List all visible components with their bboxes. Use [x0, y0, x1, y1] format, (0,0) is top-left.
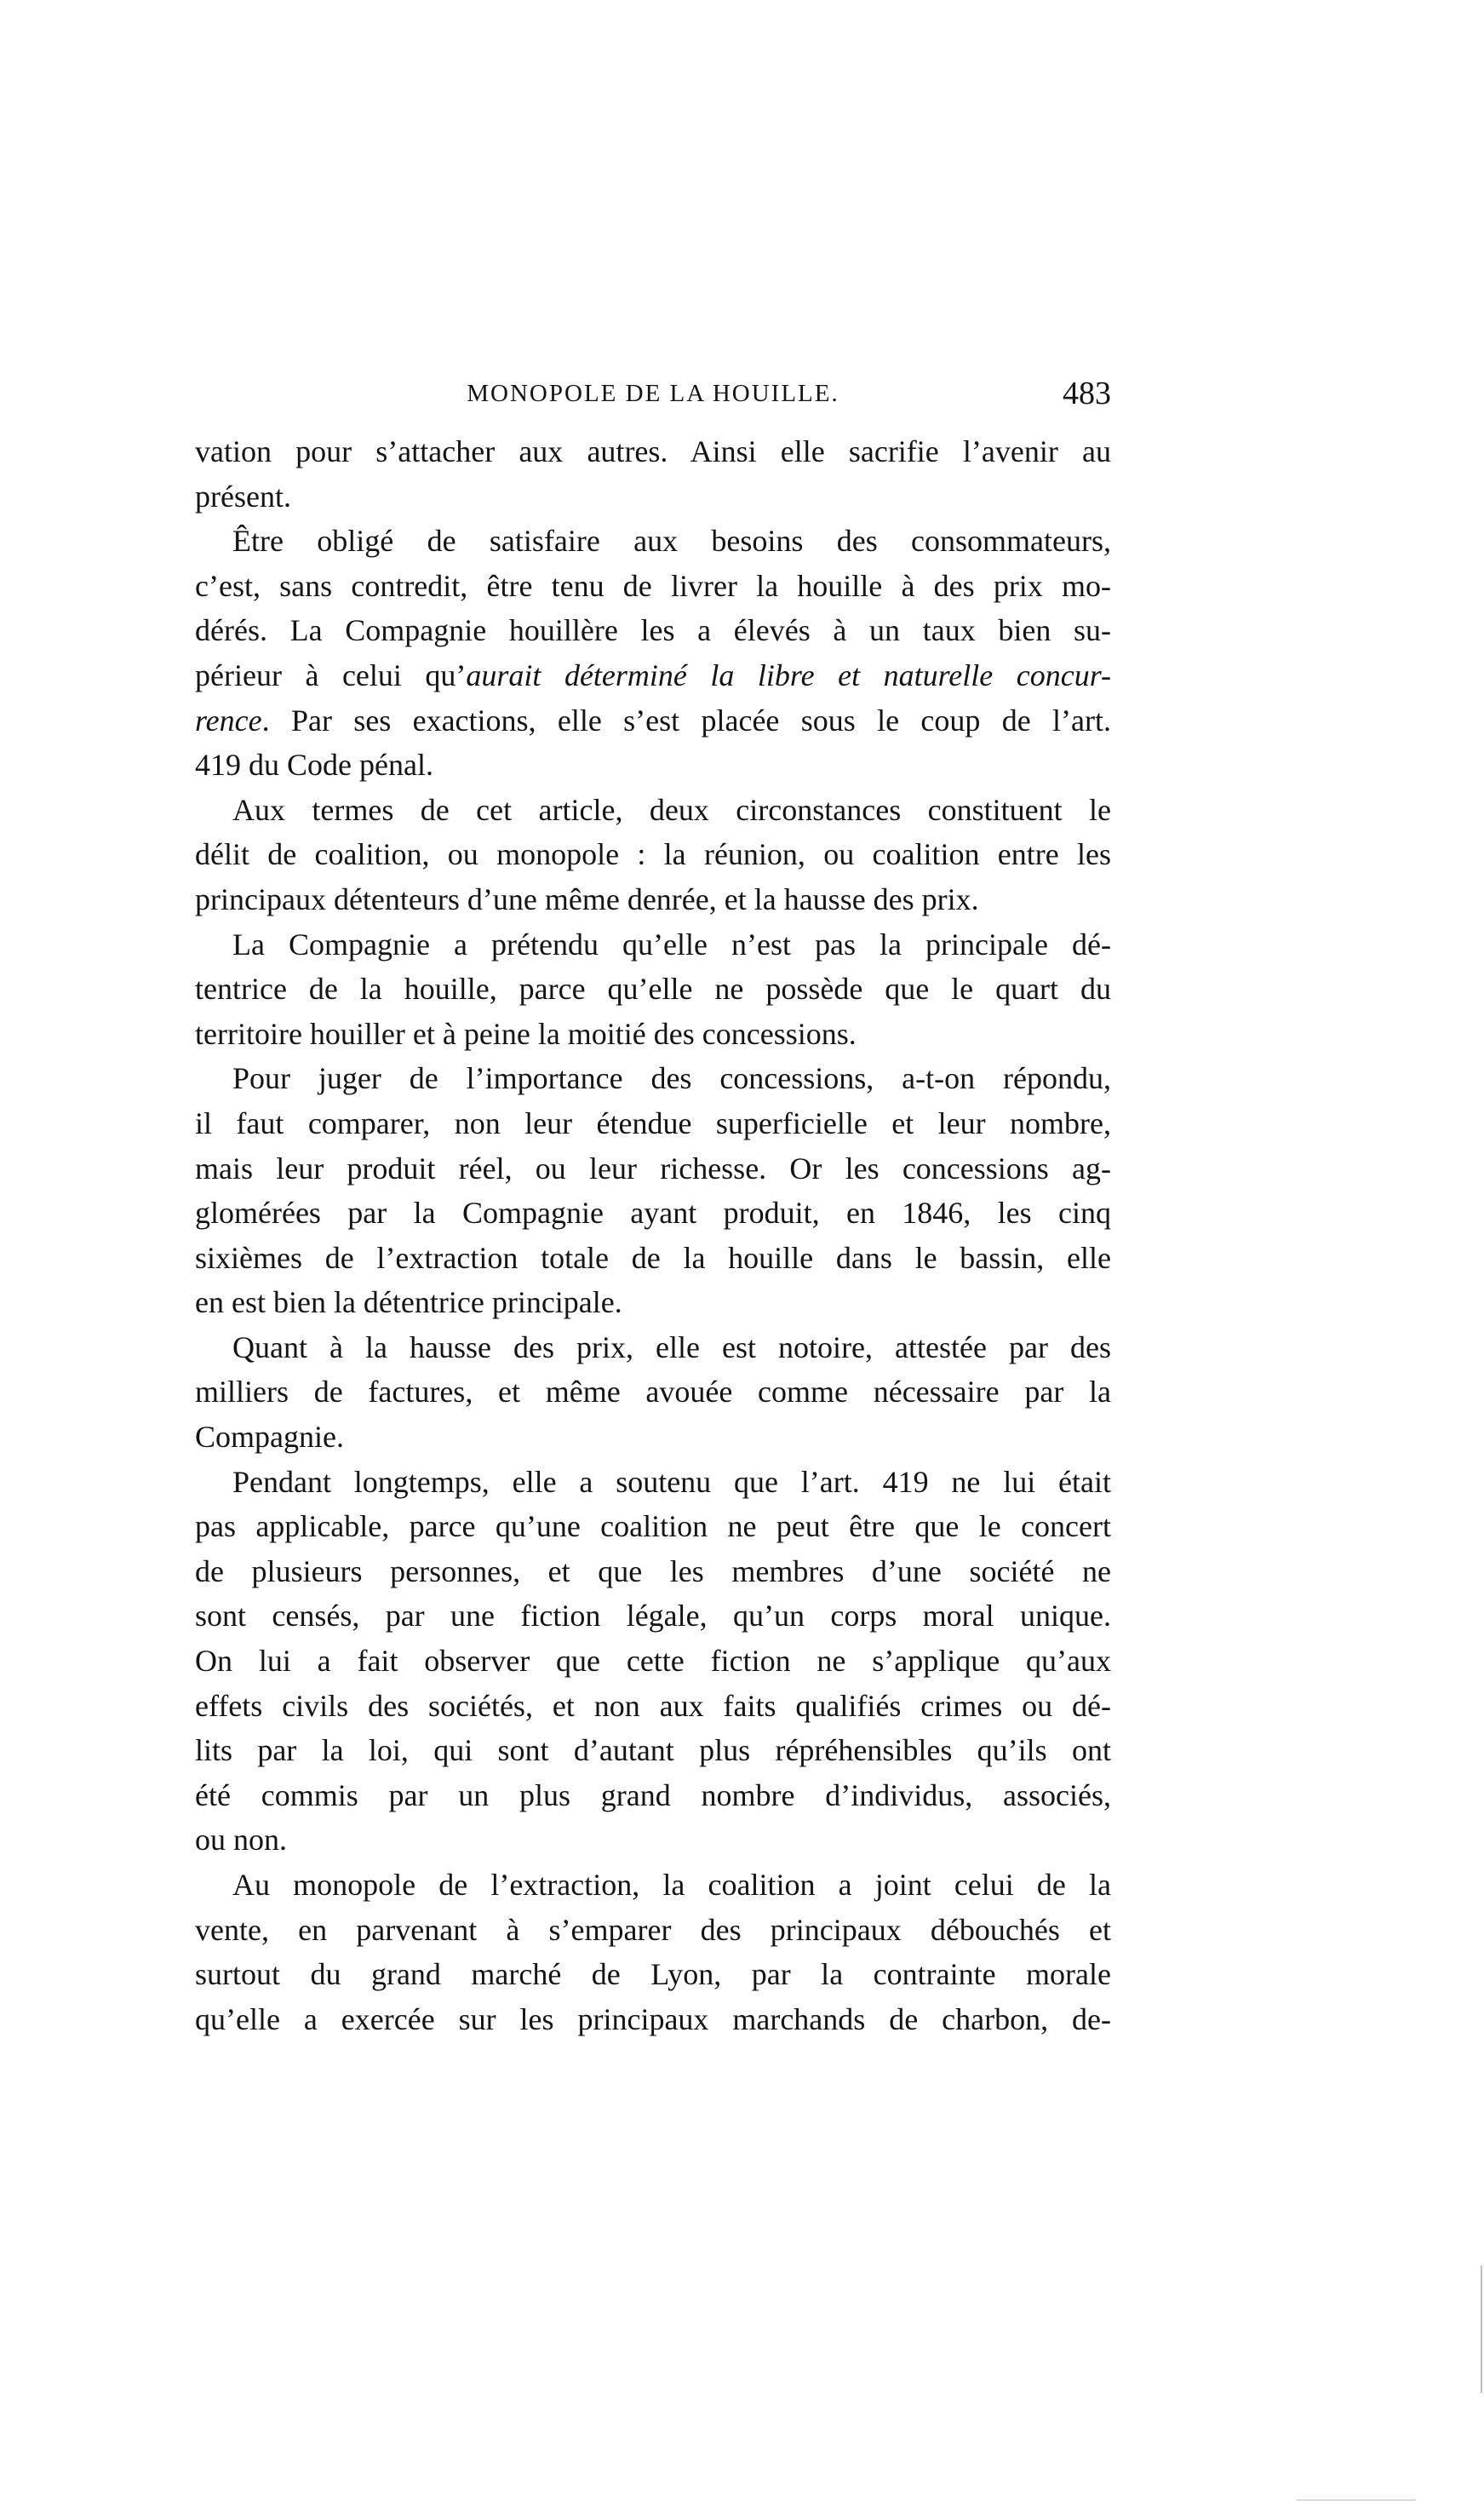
- text-line: [195, 1817, 1111, 1863]
- text-line: [195, 698, 1111, 744]
- paragraph: [195, 922, 1111, 1057]
- text-segment: sont censés, par une fiction légale, qu’un corps moral unique.: [195, 1599, 1111, 1633]
- text-segment: de plusieurs personnes, et que les membres d’une société ne: [195, 1553, 1111, 1588]
- text-segment: Pendant longtemps, elle a soutenu que l’art. 419 ne lui était: [232, 1464, 1111, 1499]
- text-segment: il faut comparer, non leur étendue superficielle et leur nombre,: [195, 1105, 1111, 1140]
- text-segment: glomérées par la Compagnie ayant produit, en 1846, les cinq: [195, 1196, 1111, 1231]
- text-segment: Au monopole de l’extraction, la coalition a joint celui de la: [232, 1868, 1111, 1902]
- page-number: 483: [1063, 376, 1111, 411]
- text-segment: Aux termes de cet article, deux circonstances constituent le: [232, 792, 1111, 827]
- text-line: [195, 1863, 1111, 1908]
- text-line: [195, 429, 1111, 474]
- body-text: [195, 429, 1111, 2041]
- text-line: [195, 1325, 1111, 1370]
- text-segment: qu’elle a exercée sur les principaux marchands de charbon, de-: [195, 2001, 1111, 2036]
- text-segment: . Par ses exactions, elle s’est placée sous le coup de l’art.: [261, 703, 1111, 738]
- text-segment: On lui a fait observer que cette fiction ne s’applique qu’aux: [195, 1644, 1111, 1679]
- text-segment: tentrice de la houille, parce qu’elle ne possède que le quart du: [195, 972, 1111, 1007]
- text-line: [195, 1549, 1111, 1594]
- paragraph: [195, 1325, 1111, 1460]
- text-line: [195, 1952, 1111, 1997]
- text-line: [195, 832, 1111, 877]
- italic-text: aurait déterminé la libre et naturelle concur-: [466, 657, 1111, 692]
- text-line: [195, 967, 1111, 1012]
- text-segment: surtout du grand marché de Lyon, par la contrainte morale: [195, 1957, 1111, 1992]
- text-segment: mais leur produit réel, ou leur richesse. Or les concessions ag-: [195, 1151, 1111, 1186]
- text-segment: milliers de factures, et même avouée comme nécessaire par la: [195, 1375, 1111, 1410]
- text-segment: principaux détenteurs d’une même denrée, et la hausse des prix.: [195, 881, 979, 916]
- text-line: [195, 1460, 1111, 1505]
- text-segment: dérés. La Compagnie houillère les a élevés à un taux bien su-: [195, 613, 1111, 648]
- text-line: [195, 1191, 1111, 1236]
- text-segment: sixièmes de l’extraction totale de la houille dans le bassin, elle: [195, 1240, 1111, 1275]
- text-segment: c’est, sans contredit, être tenu de livrer la houille à des prix mo-: [195, 568, 1111, 603]
- paragraph: [195, 519, 1111, 788]
- text-line: [195, 1728, 1111, 1773]
- running-title: MONOPOLE DE LA HOUILLE.: [467, 380, 839, 407]
- text-segment: pas applicable, parce qu’une coalition ne peut être que le concert: [195, 1509, 1111, 1544]
- scan-edge-mark: [1481, 2265, 1482, 2393]
- paragraph: [195, 1056, 1111, 1325]
- text-line: [195, 1101, 1111, 1146]
- running-head: [195, 375, 1111, 412]
- paragraph: [195, 1460, 1111, 1863]
- text-segment: lits par la loi, qui sont d’autant plus répréhensibles qu’ils ont: [195, 1733, 1111, 1768]
- text-line: [195, 1369, 1111, 1415]
- text-segment: vente, en parvenant à s’emparer des principaux débouchés et: [195, 1912, 1111, 1947]
- text-segment: territoire houiller et à peine la moitié des concessions.: [195, 1016, 857, 1051]
- text-segment: 419 du Code pénal.: [195, 748, 433, 783]
- text-segment: présent.: [195, 479, 291, 514]
- text-line: [195, 519, 1111, 564]
- text-line: [195, 1773, 1111, 1818]
- text-line: [195, 922, 1111, 967]
- text-line: [195, 1415, 1111, 1460]
- text-line: [195, 1012, 1111, 1057]
- text-segment: vation pour s’attacher aux autres. Ainsi elle sacrifie l’avenir au: [195, 434, 1111, 468]
- text-line: [195, 1504, 1111, 1549]
- text-line: [195, 743, 1111, 788]
- text-segment: ou non.: [195, 1823, 287, 1857]
- text-segment: effets civils des sociétés, et non aux faits qualifiés crimes ou dé-: [195, 1688, 1111, 1723]
- text-segment: en est bien la détentrice principale.: [195, 1285, 622, 1320]
- text-line: [195, 1908, 1111, 1953]
- text-segment: Pour juger de l’importance des concessions, a-t-on répondu,: [232, 1061, 1111, 1096]
- text-line: [195, 474, 1111, 520]
- text-segment: Compagnie.: [195, 1420, 344, 1455]
- italic-text: rence: [195, 703, 262, 738]
- text-line: [195, 1056, 1111, 1101]
- text-line: [195, 1639, 1111, 1684]
- paragraph: [195, 788, 1111, 922]
- text-segment: Être obligé de satisfaire aux besoins des consommateurs,: [232, 524, 1111, 559]
- text-line: [195, 564, 1111, 609]
- text-segment: délit de coalition, ou monopole : la réunion, ou coalition entre les: [195, 837, 1111, 872]
- text-segment: été commis par un plus grand nombre d’individus, associés,: [195, 1777, 1111, 1812]
- text-line: [195, 608, 1111, 653]
- text-line: [195, 1236, 1111, 1281]
- text-line: [195, 788, 1111, 833]
- text-line: [195, 1593, 1111, 1639]
- text-line: [195, 1997, 1111, 2042]
- text-line: [195, 653, 1111, 698]
- text-line: [195, 1280, 1111, 1325]
- text-line: [195, 1146, 1111, 1191]
- paragraph: [195, 429, 1111, 519]
- text-segment: Quant à la hausse des prix, elle est notoire, attestée par des: [232, 1329, 1111, 1364]
- text-line: [195, 1684, 1111, 1729]
- text-segment: périeur à celui qu’: [195, 657, 467, 692]
- text-line: [195, 877, 1111, 922]
- paragraph: [195, 1863, 1111, 2041]
- text-segment: La Compagnie a prétendu qu’elle n’est pas la principale dé-: [232, 927, 1111, 962]
